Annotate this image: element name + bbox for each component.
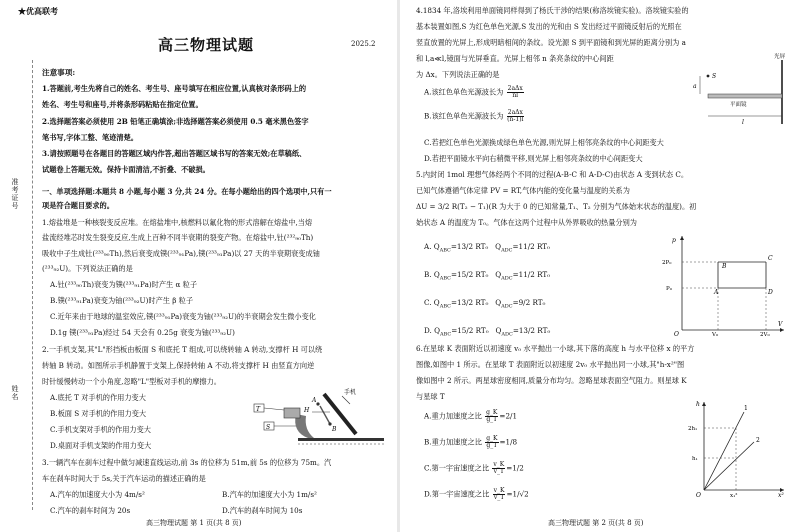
tick-x1: x₁² bbox=[730, 493, 738, 498]
q1-option-a[interactable]: A.钍(²³³₉₀Th)衰变为镤(²³³₉₁Pa)时产生 α 粒子 bbox=[50, 280, 198, 289]
origin-O: O bbox=[696, 492, 701, 498]
point-C: C bbox=[768, 255, 773, 262]
q4-stem: 为 Δx。下列说法正确的是 bbox=[416, 70, 500, 79]
q4-option-d[interactable]: D.若把平面镜水平向右稍微平移,则光屏上相邻亮条纹的中心间距变大 bbox=[424, 154, 643, 163]
frac-num: g_K bbox=[486, 409, 498, 416]
q6-ratio bbox=[485, 410, 498, 423]
q-sub: ADC bbox=[501, 331, 513, 338]
q4-option-a-fraction bbox=[507, 86, 524, 99]
q-value: 13/2 RT₀ bbox=[456, 298, 489, 307]
q4-option-b[interactable] bbox=[424, 110, 525, 123]
q4-option-b-text: B.该红色单色光源波长为 bbox=[424, 111, 504, 121]
frac-den: (n-1)l bbox=[507, 116, 524, 123]
q5-option-d[interactable]: D. $Q_{ABC}=15/2$ RT₀ $Q_{ADC}=13/2$ RT₀ bbox=[424, 326, 551, 338]
q2-option-b[interactable]: B.板面 S 对手机的作用力变大 bbox=[50, 409, 147, 418]
tick-p0: P₀ bbox=[666, 286, 672, 292]
notice-line: 3.请按照题号在各题目的答题区域内作答,超出答题区域书写的答案无效;在草稿纸、 bbox=[42, 149, 307, 158]
q6-stem: 像如图中 2 所示。两星球密度相同,质量分布均匀。忽略星球表面空气阻力。则星球 K bbox=[416, 376, 687, 385]
frac-den: v_T bbox=[493, 494, 505, 501]
label-S: S bbox=[712, 73, 717, 80]
axis-V: V bbox=[778, 321, 783, 328]
q5-option-a[interactable]: A. $Q_{ABC}=13/2$ RT₀ $Q_{ADC}=11/2$ RT₀ bbox=[424, 242, 550, 254]
notice-line: 姓名、考生号和座号,并将条形码粘贴在指定位置。 bbox=[42, 100, 203, 109]
q6-option-text: D.第一宇宙速度之比 bbox=[424, 489, 490, 499]
q-value: 11/2 RT₀ bbox=[518, 242, 550, 251]
frac-den: v_T bbox=[493, 468, 504, 475]
q3-option-b[interactable]: B.汽车的加速度大小为 1m/s² bbox=[222, 490, 317, 499]
q5-option-c[interactable]: C. $Q_{ABC}=13/2$ RT₀ $Q_{ADC}=9/2$ RT₀ bbox=[424, 298, 546, 310]
tick-2v0: 2V₀ bbox=[760, 332, 770, 336]
q3-stem: 3.一辆汽车在刹车过程中做匀减速直线运动,前 3s 的位移为 51m,前 5s 的位移为 75m。汽 bbox=[42, 458, 332, 467]
q-sub: ADC bbox=[501, 247, 513, 254]
q4-stem: 基本装置如图,S 为红色单色光源,S 发出的光和由 S 发出经过平面镜反射后的光照在 bbox=[416, 22, 682, 31]
label-a: a bbox=[693, 83, 697, 90]
label-S: S bbox=[266, 424, 271, 431]
q1-option-d[interactable]: D.1g 镤(²³³₉₁Pa)经过 54 天会有 0.25g 衰变为铀(²³³₉₂U) bbox=[50, 328, 235, 337]
label-B: B bbox=[332, 426, 337, 433]
q1-stem: (²³³₉₂U)。下列说法正确的是 bbox=[42, 264, 133, 273]
q6-stem: 与星球 T bbox=[416, 392, 445, 401]
pv-diagram-figure bbox=[662, 232, 788, 336]
frac-num: 2aΔx bbox=[507, 85, 523, 92]
page-footer: 高三物理试题 第 2 页(共 8 页) bbox=[548, 519, 644, 527]
q6-ratio bbox=[493, 488, 506, 501]
q2-option-a[interactable]: A.底托 T 对手机的作用力变大 bbox=[50, 393, 146, 402]
q6-rhs: 1/2 bbox=[512, 463, 524, 473]
h-x2-graph-figure bbox=[688, 398, 788, 498]
exam-date: 2025.2 bbox=[351, 40, 376, 48]
name-label: 姓名 bbox=[11, 385, 19, 401]
q-label: Q bbox=[495, 326, 502, 335]
frac-num: v_K bbox=[493, 461, 505, 468]
q6-option-text: C.第一宇宙速度之比 bbox=[424, 463, 490, 473]
frac-num: g_K bbox=[486, 435, 498, 442]
page-title: 高三物理试题 bbox=[158, 36, 255, 54]
q6-option-text: A.重力加速度之比 bbox=[424, 411, 482, 421]
q6-option-c[interactable]: C.第一宇宙速度之比 $\frac{v\_K}{v\_T}$ =1/2 bbox=[424, 461, 524, 475]
axis-h: h bbox=[696, 401, 700, 408]
q4-option-b-fraction bbox=[507, 110, 524, 123]
q2-stem: 转轴 B 转动。如图所示手机静置于支架上,保持转轴 A 不动,将支撑杆 H 由竖直方向逆 bbox=[42, 361, 315, 370]
q1-stem: 吸收中子生成钍(²³³₉₀Th),然后衰变成镤(²³³₉₁Pa),镤(²³³₉₁Pa)以 27 天的半衰期衰变成铀 bbox=[42, 249, 320, 258]
frac-den: g_T bbox=[486, 442, 498, 449]
q6-ratio bbox=[485, 436, 498, 449]
label-A: A bbox=[312, 397, 317, 404]
q1-option-b[interactable]: B.镤(²³³₉₁Pa)衰变为铀(²³³₉₂U)时产生 β 粒子 bbox=[50, 296, 194, 305]
phone-stand-figure bbox=[238, 386, 388, 448]
q6-option-a[interactable]: A.重力加速度之比 $\frac{g\_K}{g\_T}$ =2/1 bbox=[424, 409, 518, 423]
label-H: H bbox=[304, 407, 310, 414]
curve-2-label: 2 bbox=[756, 437, 760, 444]
q1-stem: 盐流经堆芯时发生裂变反应,生成上百种不同半衰期的裂变产物。在熔盐中,钍(²³²₉₀Th) bbox=[42, 233, 314, 242]
q4-option-a[interactable] bbox=[424, 86, 525, 99]
q1-stem: 1.熔盐堆是一种核裂变反应堆。在熔盐堆中,核燃料以氟化物的形式溶解在熔盐中,当熔 bbox=[42, 218, 313, 227]
frac-num: v_K bbox=[493, 487, 505, 494]
q4-stem: 和 l,a≪l,镜面与光屏垂直。光屏上相邻 n 条亮条纹的中心间距 bbox=[416, 54, 614, 63]
frac-num: 2aΔx bbox=[507, 109, 523, 116]
binding-dashed-line bbox=[32, 60, 33, 510]
q2-option-d[interactable]: D.桌面对手机支架的作用力变大 bbox=[50, 441, 152, 450]
frac-den: g_T bbox=[486, 416, 498, 423]
q-value: 9/2 RT₀ bbox=[518, 298, 546, 307]
section-heading: 项是符合题目要求的。 bbox=[42, 201, 114, 210]
q5-stem: ΔU = 3/2 R(T₂ − T₁)(R 为大于 0 的已知常量,T₁、T₂ 分别为气体始末状态的温度)。初 bbox=[416, 202, 697, 211]
q-label: A. Q bbox=[424, 242, 440, 251]
axis-p: p bbox=[672, 237, 676, 244]
q5-stem: 已知气体遵循气体定律 PV = RT,气体内能的变化量与温度的关系为 bbox=[416, 186, 630, 195]
tick-2h1: 2h₁ bbox=[688, 426, 698, 432]
q3-stem: 车在刹车时间大于 5s,关于汽车运动的描述正确的是 bbox=[42, 474, 206, 483]
q-sub: ABC bbox=[439, 275, 451, 282]
point-A: A bbox=[714, 289, 719, 296]
q6-stem: 图像,如图中 1 所示。在星球 T 表面附近以初速度 2v₀ 水平抛出同一小球,其"h-x²"图 bbox=[416, 360, 685, 369]
q4-option-c[interactable]: C.若把红色单色光源换成绿色单色光源,则光屏上相邻亮条纹的中心间距变大 bbox=[424, 138, 664, 147]
notice-line: 1.答题前,考生先将自己的姓名、考生号、座号填写在相应位置,认真核对条形码上的 bbox=[42, 84, 307, 93]
q-value: 13/2 RT₀ bbox=[518, 326, 551, 335]
curve-1-label: 1 bbox=[744, 405, 748, 412]
axis-x2: x² bbox=[778, 492, 784, 498]
q2-stem: 2.一手机支架,其"L"形挡板由板面 S 和底托 T 组成,可以绕转轴 A 转动,支撑杆 H 可以绕 bbox=[42, 345, 323, 354]
q5-stem: 5.内封闭 1mol 理想气体经两个不同的过程(A-B-C 和 A-D-C)由状态 A 变到状态 C。 bbox=[416, 170, 689, 179]
q6-rhs: 1/8 bbox=[505, 437, 518, 447]
q-label: Q bbox=[495, 270, 502, 279]
q-value: 11/2 RT₀ bbox=[518, 270, 551, 279]
page-footer: 高三物理试题 第 1 页(共 8 页) bbox=[146, 519, 242, 527]
q-label: D. Q bbox=[424, 326, 440, 335]
tick-h1: h₁ bbox=[692, 456, 698, 462]
q-label: B. Q bbox=[424, 270, 440, 279]
exam-tag: ★优高联考 bbox=[18, 6, 58, 16]
q6-stem: 6.在星球 K 表面附近以初速度 v₀ 水平抛出一小球,其下落的高度 h 与水平位移 x 的平方 bbox=[416, 344, 695, 353]
label-screen: 光屏 bbox=[774, 54, 786, 60]
q6-option-b[interactable]: B.重力加速度之比 $\frac{g\_K}{g\_T}$ =1/8 bbox=[424, 435, 518, 449]
q6-ratio bbox=[492, 462, 505, 475]
q-sub: ABC bbox=[439, 247, 451, 254]
q5-option-b[interactable]: B. $Q_{ABC}=15/2$ RT₀ $Q_{ADC}=11/2$ RT₀ bbox=[424, 270, 551, 282]
q6-rhs: 1/√2 bbox=[512, 489, 529, 499]
q-sub: ABC bbox=[439, 331, 452, 338]
q-value: 15/2 RT₀ bbox=[457, 270, 489, 279]
q3-option-a[interactable]: A.汽车的加速度大小为 4m/s² bbox=[50, 490, 145, 499]
q1-option-c[interactable]: C.近年来由于地球的温室效应,镤(²³³₉₁Pa)衰变为铀(²³³₉₂U)的半衰期会发生微小变化 bbox=[50, 312, 316, 321]
ticket-label: 准考证号 bbox=[11, 178, 19, 210]
q-sub: ADC bbox=[501, 303, 513, 310]
q5-stem: 始状态 A 的温度为 T₀。气体在这两个过程中从外界吸收的热量分别为 bbox=[416, 218, 637, 227]
q6-option-text: B.重力加速度之比 bbox=[424, 437, 482, 447]
q4-stem: 4.1834 年,洛埃利用单面镜同样得到了杨氏干涉的结果(称洛埃镜实验)。洛埃镜实验的 bbox=[416, 6, 689, 15]
label-mirror: 平面镜 bbox=[730, 102, 747, 108]
label-l: l bbox=[742, 119, 744, 126]
frac-den: nl bbox=[512, 92, 519, 99]
notice-heading: 注意事项: bbox=[42, 68, 76, 77]
q4-stem: 竖直放置的光屏上,形成明暗相间的条纹。设光源 S 到平面镜和到光屏的距离分别为 a bbox=[416, 38, 686, 47]
section-heading: 一、单项选择题:本题共 8 小题,每小题 3 分,共 24 分。在每小题给出的四个选项中,只有一 bbox=[42, 187, 332, 196]
q6-option-d[interactable]: D.第一宇宙速度之比 $\frac{v\_K}{v\_T}$ =1/√2 bbox=[424, 487, 529, 501]
q-value: 15/2 RT₀ bbox=[457, 326, 489, 335]
q3-option-c[interactable]: C.汽车的刹车时间为 20s bbox=[50, 506, 131, 515]
q2-option-c[interactable]: C.手机支架对手机的作用力变大 bbox=[50, 425, 151, 434]
lloyd-mirror-figure bbox=[690, 50, 792, 130]
q-value: 13/2 RT₀ bbox=[456, 242, 489, 251]
point-B: B bbox=[722, 263, 727, 270]
notice-line: 2.选择题答案必须使用 2B 铅笔正确填涂;非选择题答案必须使用 0.5 毫米黑色签字 bbox=[42, 117, 309, 126]
q3-option-d[interactable]: D.汽车的刹车时间为 10s bbox=[222, 506, 303, 515]
q-label: C. Q bbox=[424, 298, 440, 307]
q-sub: ADC bbox=[501, 275, 513, 282]
tick-v0: V₀ bbox=[712, 332, 719, 336]
right-page bbox=[400, 0, 794, 532]
q-label: Q bbox=[495, 242, 502, 251]
q2-stem: 时针缓慢转动一个小角度,忽略"L"型板对手机的摩擦力。 bbox=[42, 377, 221, 386]
label-T: T bbox=[256, 406, 261, 413]
q6-rhs: 2/1 bbox=[505, 411, 518, 421]
q-sub: ABC bbox=[439, 303, 451, 310]
point-D: D bbox=[768, 289, 773, 296]
notice-line: 笔书写,字体工整、笔迹清楚。 bbox=[42, 133, 138, 142]
tick-2p0: 2P₀ bbox=[662, 260, 672, 266]
notice-line: 试题卷上答题无效。保持卡面清洁,不折叠、不破损。 bbox=[42, 165, 210, 174]
q4-option-a-text: A.该红色单色光源波长为 bbox=[424, 87, 504, 97]
label-phone: 手机 bbox=[344, 389, 357, 396]
origin-O: O bbox=[674, 331, 679, 336]
q-label: Q bbox=[495, 298, 502, 307]
